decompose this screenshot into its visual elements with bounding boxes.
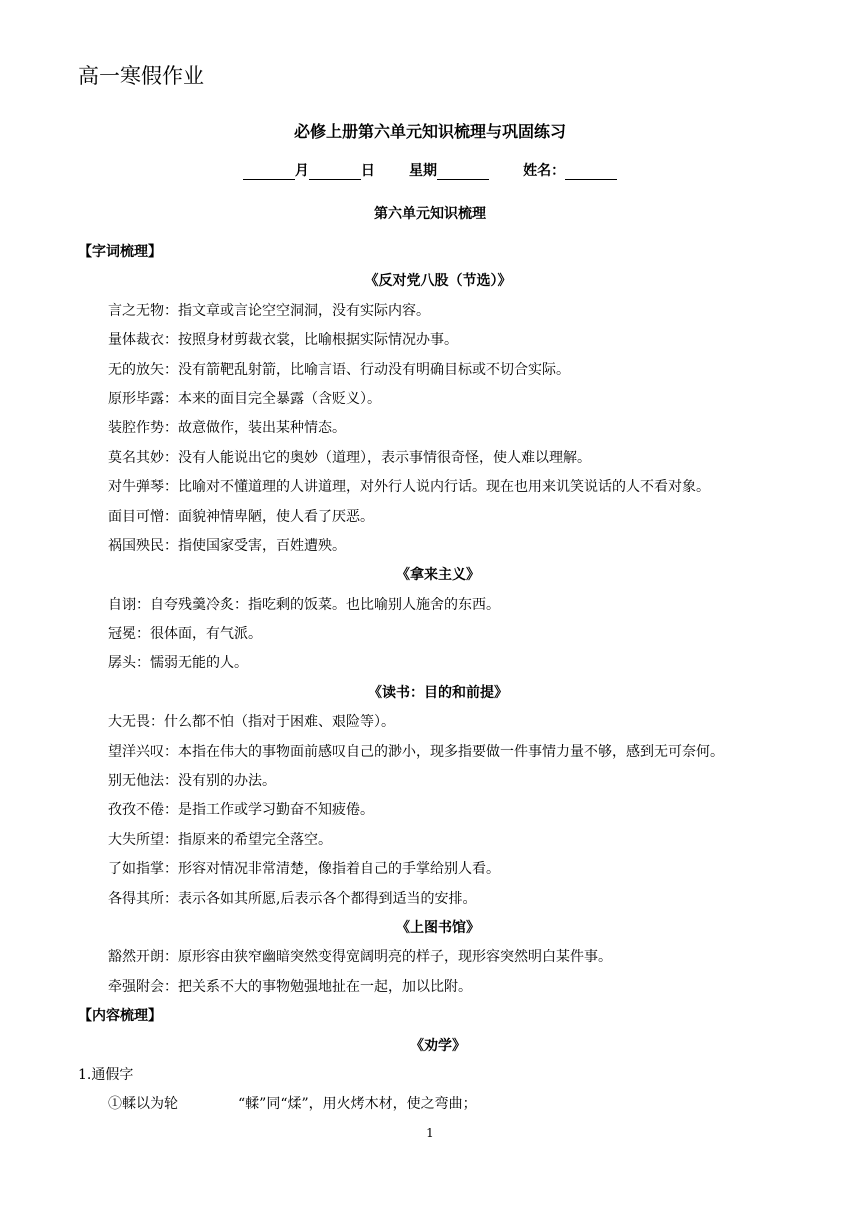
section-title: 第六单元知识梳理 bbox=[374, 206, 486, 222]
example-note: “輮”同“煣”，用火烤木材，使之弯曲； bbox=[238, 1096, 477, 1113]
vocab-item: 装腔作势：故意做作，装出某种情态。 bbox=[108, 420, 346, 437]
vocab-item: 大无畏：什么都不怕（指对于困难、艰险等）。 bbox=[108, 714, 395, 731]
group-title: 《反对党八股（节选）》 bbox=[364, 273, 512, 290]
student-info-line bbox=[0, 160, 860, 180]
content-heading: 【内容梳理】 bbox=[78, 1008, 162, 1025]
content-lines bbox=[78, 238, 798, 1120]
vocab-item: 大失所望：指原来的希望完全落空。 bbox=[108, 831, 332, 848]
month-label: 月 bbox=[294, 163, 309, 179]
weekday-blank bbox=[437, 165, 489, 180]
vocab-item: 言之无物：指文章或言论空空洞洞，没有实际内容。 bbox=[108, 302, 430, 319]
vocab-item: 孱头：懦弱无能的人。 bbox=[108, 655, 248, 672]
vocab-heading: 【字词梳理】 bbox=[78, 244, 162, 260]
day-label: 日 bbox=[360, 163, 375, 179]
vocab-item: 原形毕露：本来的面目完全暴露（含贬义）。 bbox=[108, 390, 381, 407]
vocab-item: 了如指掌：形容对情况非常清楚，像指着自己的手掌给别人看。 bbox=[108, 861, 500, 878]
group-title: 《上图书馆》 bbox=[396, 919, 480, 936]
vocab-item: 别无他法：没有别的办法。 bbox=[108, 773, 276, 790]
group-title: 《拿来主义》 bbox=[396, 567, 480, 584]
header-label: 高一寒假作业 bbox=[78, 64, 204, 88]
vocab-item: 牵强附会：把关系不大的事物勉强地扯在一起，加以比附。 bbox=[108, 978, 472, 995]
page-number: 1 bbox=[426, 1126, 434, 1140]
document-title: 必修上册第六单元知识梳理与巩固练习 bbox=[293, 122, 566, 141]
vocab-item: 莫名其妙：没有人能说出它的奥妙（道理），表示事情很奇怪，使人难以理解。 bbox=[108, 449, 591, 466]
vocab-item: 量体裁衣：按照身材剪裁衣裳，比喻根据实际情况办事。 bbox=[108, 332, 458, 349]
group-title: 《劝学》 bbox=[410, 1037, 466, 1054]
vocab-item: 祸国殃民：指使国家受害，百姓遭殃。 bbox=[108, 537, 346, 554]
vocab-item: 孜孜不倦：是指工作或学习勤奋不知疲倦。 bbox=[108, 802, 374, 819]
example-word: ①輮以为轮 bbox=[108, 1096, 178, 1113]
name-label: 姓名： bbox=[523, 163, 566, 179]
group-title: 《读书：目的和前提》 bbox=[368, 684, 508, 701]
weekday-label: 星期 bbox=[409, 163, 437, 179]
vocab-item: 对牛弹琴：比喻对不懂道理的人讲道理，对外行人说内行话。现在也用来讥笑说话的人不看对象。 bbox=[108, 479, 710, 496]
list-item-heading: 1.通假字 bbox=[78, 1066, 134, 1083]
vocab-item: 冠冕：很体面，有气派。 bbox=[108, 626, 262, 643]
vocab-item: 面目可憎：面貌神情卑陋，使人看了厌恶。 bbox=[108, 508, 374, 525]
vocab-item: 豁然开朗：原形容由狭窄幽暗突然变得宽阔明亮的样子，现形容突然明白某件事。 bbox=[108, 949, 612, 966]
vocab-item: 各得其所：表示各如其所愿,后表示各个都得到适当的安排。 bbox=[108, 890, 477, 907]
name-blank bbox=[565, 165, 617, 180]
vocab-item: 无的放矢：没有箭靶乱射箭，比喻言语、行动没有明确目标或不切合实际。 bbox=[108, 361, 570, 378]
example-row bbox=[78, 1090, 798, 1119]
day-blank bbox=[309, 165, 361, 180]
vocab-item: 自诩：自夸残羹冷炙：指吃剩的饭菜。也比喻别人施舍的东西。 bbox=[108, 596, 500, 613]
month-blank bbox=[243, 165, 295, 180]
vocab-item: 望洋兴叹：本指在伟大的事物面前感叹自己的渺小，现多指要做一件事情力量不够，感到无可奈何。 bbox=[108, 743, 724, 760]
